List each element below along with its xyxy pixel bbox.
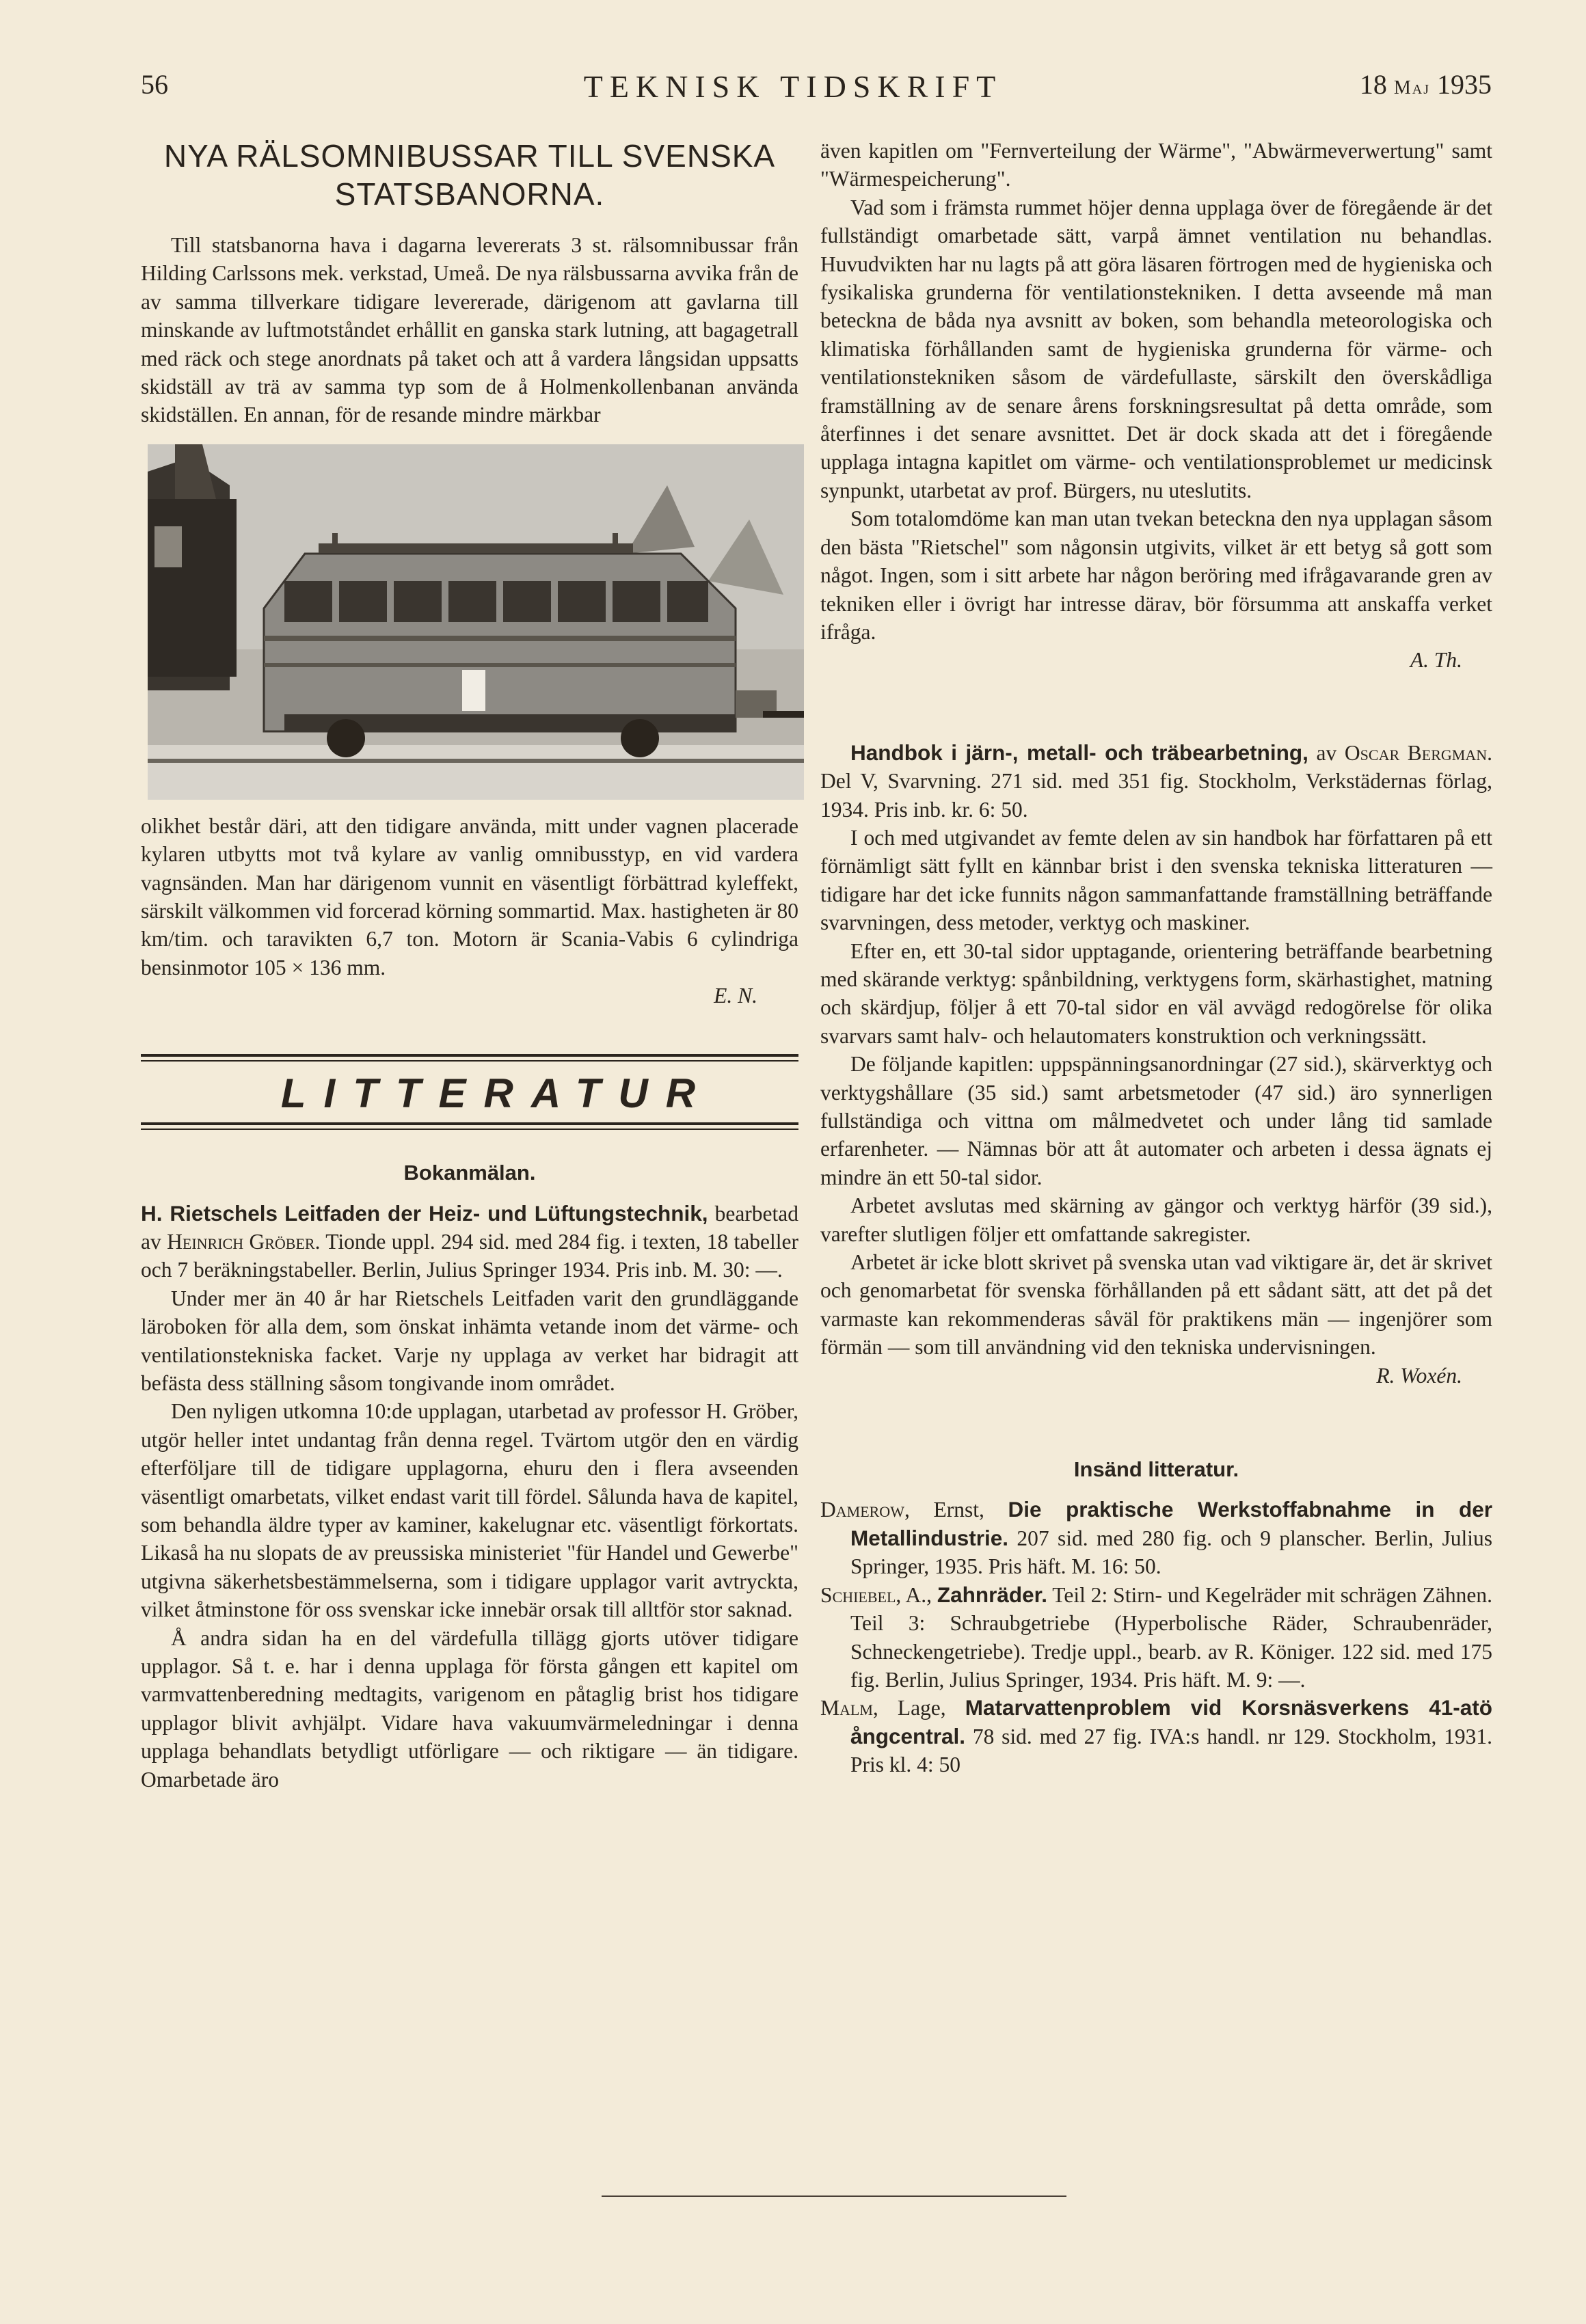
received-title: Matarvattenproblem vid Korsnäsverkens 41-atö ångcentral.	[850, 1695, 1492, 1748]
right-column	[820, 137, 1492, 1779]
page-number: 56	[141, 69, 168, 100]
review1-paragraph: även kapitlen om "Fernverteilung der Wärme", "Abwärmeverwertung" samt "Wärmespeicherung".	[820, 139, 1492, 191]
issue-month: Maj	[1393, 77, 1430, 98]
article-title-line1: NYA RÄLSOMNIBUSSAR TILL SVENSKA	[163, 138, 776, 174]
received-item	[820, 1496, 1492, 1580]
received-details: 207 sid. med 280 fig. och 9 planscher. Berlin, Julius Springer, 1935. Pris häft. M. 16: 50.	[850, 1526, 1492, 1579]
received-details: 78 sid. med 27 fig. IVA:s handl. nr 129. Stockholm, 1931. Pris kl. 4: 50	[850, 1724, 1492, 1777]
review1-paragraph: Den nyligen utkomna 10:de upplagan, utarbetad av professor H. Gröber, utgör heller intet undantag från denna regel. Tvärtom utgör den en värdig efterföljare till de tidigare upplagorna, ehuru den i flera avseenden väsentligt omarbetats, vilket endast varit till fördel. Sålunda hava de kapitel, som behandla äldre typer av kaminer, kakelugnar etc. väsentligt förkortats. Likaså ha nu slopats de av preussiska ministeriet "für Handel und Gewerbe" utgivna säkerhetsbestämmelserna, som i tidigare upplagor varit avtryckta, vilket åtminstone för oss svenskar icke innebär orsak till alltför stor saknad.	[141, 1399, 798, 1622]
received-item	[820, 1694, 1492, 1779]
article-paragraph: olikhet består däri, att den tidigare använda, mitt under vagnen placerade kylaren utbytts mot två kylare av vanlig omnibusstyp, en vid vardera vagnsänden. Man har därigenom vunnit en väsentligt förbättrad kyleffekt, särskilt välkommen vid forcerad körning sommartid. Max. hastigheten är 80 km/tim. och taravikten 6,7 ton. Motorn är Scania-Vabis 6 cylindriga bensinmotor 105 × 136 mm.	[141, 813, 798, 979]
review2-paragraph: De följande kapitlen: uppspänningsanordningar (27 sid.), skärverktyg och verktygshållare (35 sid.) samt arbetsmetoder (47 sid.) äro synnerligen fullständiga och vittna om målmedvetet och under lång tid samlade erfarenheter. — Nämnas bör att åt automater och arbeten i dessa ägnats ej mindre än ett 50-tal sidor.	[820, 1052, 1492, 1189]
section-rule-top	[141, 1054, 798, 1062]
received-author-rest: Ernst,	[909, 1498, 1008, 1522]
received-title: Zahnräder.	[937, 1582, 1047, 1607]
issue-date	[1360, 68, 1492, 100]
issue-day: 18	[1359, 69, 1387, 100]
review1-paragraph: Som totalomdöme kan man utan tvekan beteckna den nya upplagan såsom den bästa "Rietschel" som någonsin utgivits, vilket är ett betyg så gott som något. Ingen, som i sitt arbete har någon beröring med ifrågavarande gren av tekniken eller i övrigt har intresse därav, bör försumma att anskaffa verket ifråga.	[820, 506, 1492, 644]
review1-signature: A. Th.	[1410, 648, 1462, 673]
review1-paragraph: Under mer än 40 år har Rietschels Leitfaden varit den grundläggande läroboken för alla dem, som önskat inhämta vetande inom det värme- och ventilationstekniska facket. Varje ny upplaga av verket har bidragit att befästa dess ställning såsom tongivande inom området.	[141, 1286, 798, 1395]
review2-signature: R. Woxén.	[1376, 1363, 1462, 1388]
review2-paragraph: Efter en, ett 30-tal sidor upptagande, orientering beträffande bearbetning med skärande verktyg: spånbildning, verktygens form, skärhastighet, matning och skärdjup, följer å ett 70-tal sidor en väl avvägd redogörelse för olika svarvars samt halv- och helautomaters konstruktion och verkningssätt.	[820, 938, 1492, 1048]
review1-details-pre: bearbetad av	[141, 1201, 799, 1254]
received-details: Teil 2: Stirn- und Kegelräder mit schrägen Zähnen. Teil 3: Schraubgetriebe (Hyperbolische Räder, Schraubenräder, Schneckengetriebe). Tredje uppl., bearb. av R. Königer. 122 sid. med 175 fig. Berlin, Julius Springer, 1934. Pris häft. M. 9: —.	[850, 1582, 1492, 1692]
railbus-photo	[148, 444, 804, 800]
review1-paragraph: Å andra sidan ha en del värdefulla tillägg gjorts utöver tidigare upplagor. Så t. e. har i denna upplaga för första gången ett kapitel om varmvattenberedning medtagits, varigenom en påtaglig brist hos tidigare upplagor blivit avhjälpt. Vidare hava vakuumvärmeledningar i denna upplaga behandlats betydligt utförligare — och riktigare — än tidigare. Omarbetade äro	[141, 1625, 798, 1792]
article-title	[141, 137, 798, 213]
received-author: Damerow,	[820, 1498, 910, 1522]
journal-title: TEKNISK TIDSKRIFT	[583, 69, 1003, 104]
review1-title: Leitfaden der Heiz- und Lüftungstechnik,	[284, 1200, 708, 1226]
article-title-line2: STATSBANORNA.	[334, 176, 605, 212]
issue-year: 1935	[1437, 69, 1492, 100]
review2-paragraph: Arbetet är icke blott skrivet på svenska utan vad viktigare är, det är skrivet och genomarbetat för svenska förhållanden på ett sådant sätt, att det på det varmaste kan rekommenderas såväl för praktikens män — ingenjörer som förmän — som till användning vid den tekniska undervisningen.	[820, 1250, 1492, 1360]
review1-paragraph: Vad som i främsta rummet höjer denna upplaga över de föregående är det fullständigt omarbetade sätt, varpå ämnet ventilation nu behandlas. Huvudvikten har nu lagts på att göra läsaren förtrogen med de hygieniska och fysikaliska grunderna för ventilationstekniken. I detta avseende må man beteckna de båda nya avsnitt av boken, som behandla meteorologiska och klimatiska förhållanden samt de hygieniska grunderna för värme- och ventilationstekniken såsom de värdefullaste, särskilt den överskådliga framställning av de senare årens forskningsresultat på detta område, som återfinnes i det senare avsnittet. Det är dock skada att det i föregående upplaga intagna kapitlet om värme- och ventilationsproblemet ur medicinsk synpunkt, utarbetat av prof. Bürgers, nu uteslutits.	[820, 195, 1492, 502]
review2-title: Handbok i järn-, metall- och träbearbetning,	[850, 740, 1308, 765]
received-item	[820, 1581, 1492, 1694]
review2-details: Del V, Svarvning. 271 sid. med 351 fig. Stockholm, Verkstädernas förlag, 1934. Pris inb. kr. 6: 50.	[820, 769, 1492, 822]
review2-details-pre: av	[1308, 740, 1345, 765]
received-author: Schiebel,	[820, 1582, 902, 1607]
received-heading: Insänd litteratur.	[1073, 1457, 1239, 1482]
review2-paragraph: I och med utgivandet av femte delen av sin handbok har författaren på ett förnämligt sätt fyllt en kännbar brist i den svenska tekniska litteraturen — tidigare har det icke funnits någon sammanfattande framställning beträffande svarvningen, dess metoder, verktyg och maskiner.	[820, 825, 1492, 935]
section-rule-bottom	[141, 1122, 798, 1130]
review1-details: Tionde uppl. 294 sid. med 284 fig. i texten, 18 tabeller och 7 beräkningstabeller. Berlin, Julius Springer 1934. Pris inb. M. 30: —.	[141, 1229, 798, 1282]
page-bottom-rule	[602, 2195, 1066, 2197]
review1-citation	[141, 1200, 798, 1284]
article-signature: E. N.	[714, 984, 757, 1008]
review2-citation	[820, 739, 1492, 824]
received-author-rest: Lage,	[878, 1696, 965, 1720]
review2-paragraph: Arbetet avslutas med skärning av gängor och verktyg härför (39 sid.), varefter slutligen följer ett omfattande sakregister.	[820, 1193, 1492, 1246]
review1-author: H. Rietschels	[141, 1200, 278, 1226]
received-author-rest: A.,	[901, 1582, 937, 1607]
received-author: Malm,	[820, 1696, 878, 1720]
review-subheading: Bokanmälan.	[403, 1161, 536, 1185]
review2-author: Oscar Bergman.	[1344, 740, 1492, 765]
review1-editor: Heinrich Gröber.	[167, 1229, 321, 1254]
section-title: LITTERATUR	[280, 1070, 714, 1116]
article-paragraph: Till statsbanorna hava i dagarna levererats 3 st. rälsomnibussar från Hilding Carlssons mek. verkstad, Umeå. De nya rälsbussarna avvika från de av samma tillverkare tidigare levererade, därigenom att gavlarna till minskande av luftmotståndet erhållit en ganska stark lutning, att bagagetrall med räck och stege anordnats på taket och att å vardera långsidan uppsatts skidställ av trä av samma typ som de å Holmenkollenbanan använda skidställen. En annan, för de resande mindre märkbar	[141, 233, 798, 427]
received-title: Die praktische Werkstoffabnahme in der Metallindustrie.	[850, 1497, 1493, 1550]
railbus-illustration	[148, 444, 804, 800]
left-column	[141, 137, 798, 1794]
